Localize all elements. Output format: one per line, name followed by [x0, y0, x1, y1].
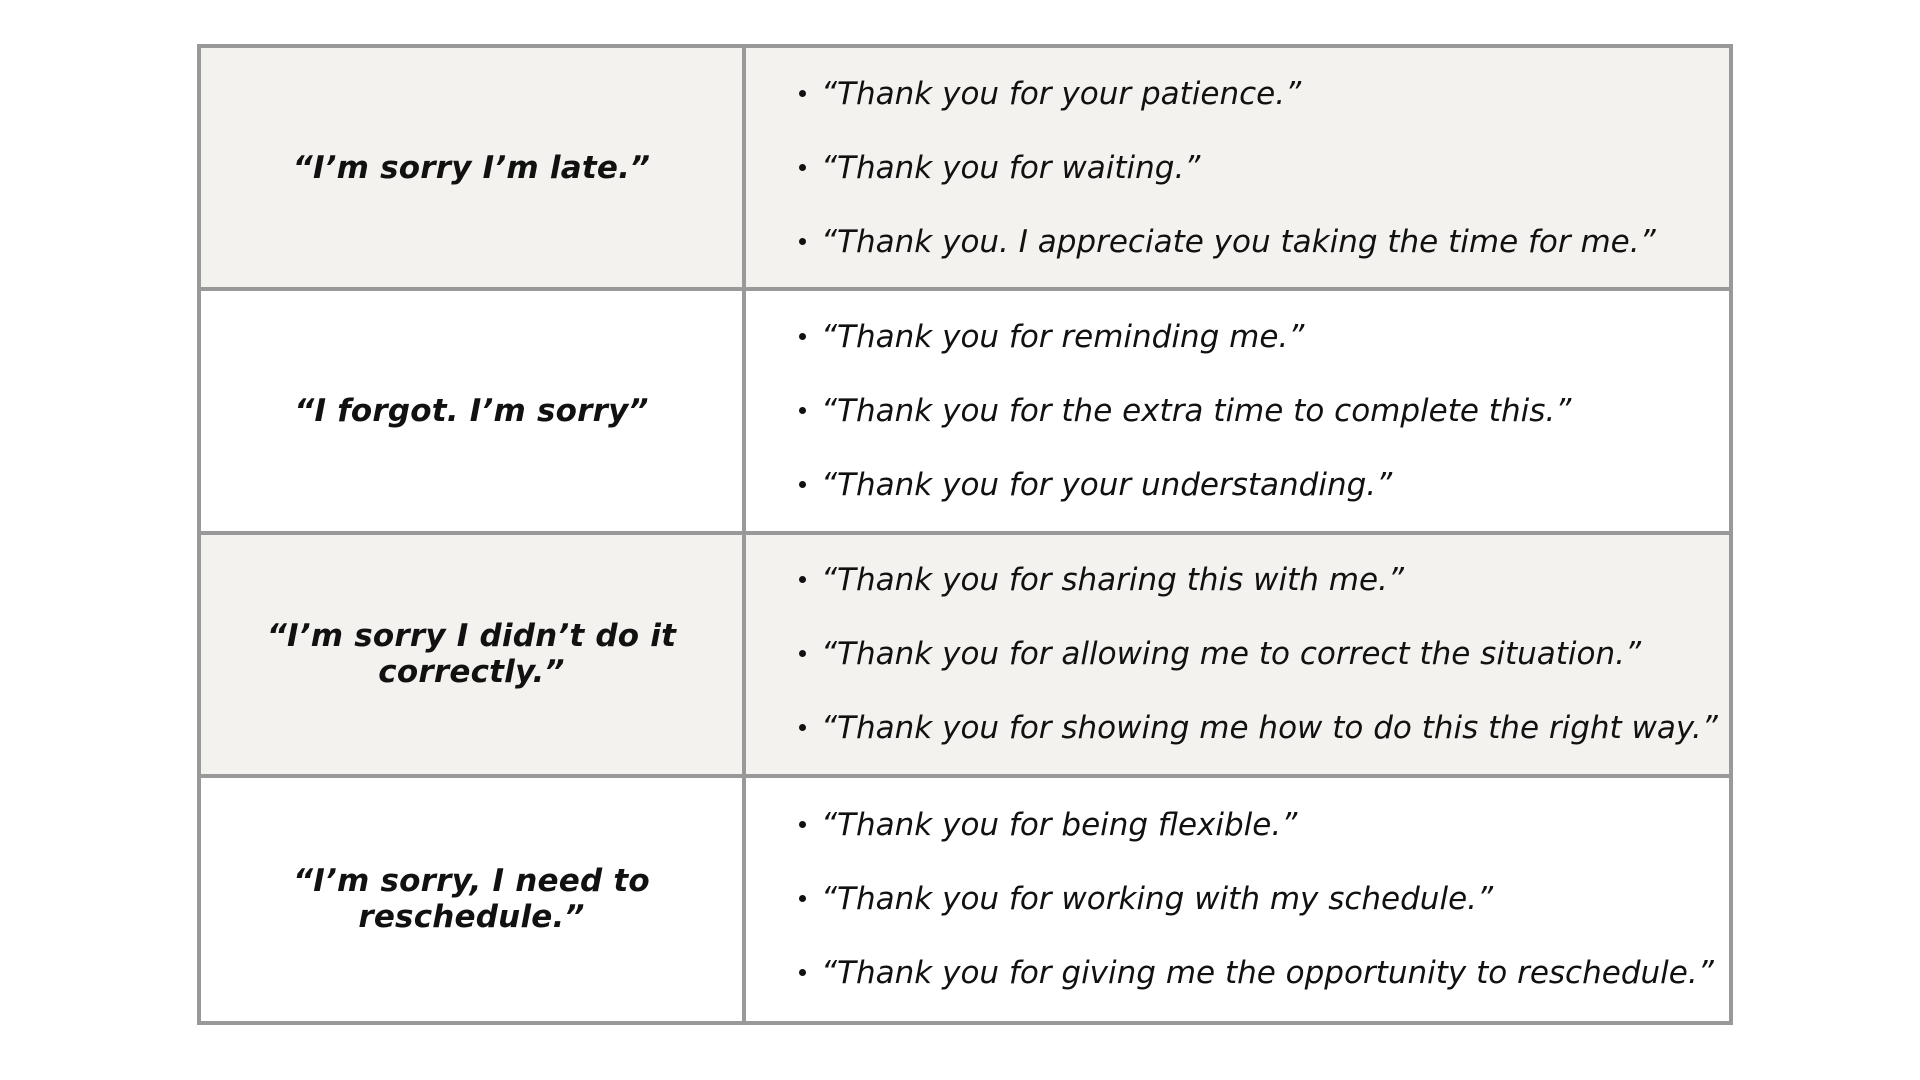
bullet-icon	[799, 969, 806, 976]
alternative-text: “Thank you for waiting.”	[821, 149, 1201, 186]
list-item	[821, 543, 1729, 617]
bullet-icon	[799, 238, 806, 245]
apology-text: “I’m sorry I’m late.”	[292, 149, 651, 186]
alternatives-cell	[746, 291, 1729, 534]
alternative-text: “Thank you for allowing me to correct the situation.”	[821, 636, 1642, 673]
apology-text: “I’m sorry, I need to reschedule.”	[293, 863, 650, 936]
bullet-icon	[799, 407, 806, 414]
apology-cell	[201, 778, 746, 1021]
alternative-text: “Thank you. I appreciate you taking the time for me.”	[821, 223, 1656, 260]
apology-cell	[201, 535, 746, 778]
list-item	[821, 691, 1729, 765]
alternative-text: “Thank you for being flexible.”	[821, 807, 1298, 844]
list-item	[821, 205, 1729, 279]
list-item	[821, 300, 1729, 374]
list-item	[821, 374, 1729, 448]
apology-cell	[201, 48, 746, 291]
list-item	[821, 617, 1729, 691]
alternative-text: “Thank you for the extra time to complete this.”	[821, 392, 1572, 429]
apology-cell	[201, 291, 746, 534]
alternatives-list	[746, 788, 1729, 1010]
bullet-icon	[799, 481, 806, 488]
alternatives-cell	[746, 535, 1729, 778]
bullet-icon	[799, 164, 806, 171]
bullet-icon	[799, 576, 806, 583]
list-item	[821, 131, 1729, 205]
alternatives-list	[746, 57, 1729, 279]
bullet-icon	[799, 650, 806, 657]
list-item	[821, 788, 1729, 862]
alternative-text: “Thank you for showing me how to do this the right way.”	[821, 710, 1718, 747]
apology-gratitude-table	[197, 44, 1733, 1025]
alternative-text: “Thank you for sharing this with me.”	[821, 562, 1404, 599]
alternative-text: “Thank you for reminding me.”	[821, 318, 1305, 355]
list-item	[821, 448, 1729, 522]
alternative-text: “Thank you for working with my schedule.”	[821, 881, 1494, 918]
apology-text: “I forgot. I’m sorry”	[294, 392, 649, 429]
bullet-icon	[799, 90, 806, 97]
alternatives-list	[746, 300, 1729, 522]
bullet-icon	[799, 821, 806, 828]
alternative-text: “Thank you for your patience.”	[821, 75, 1302, 112]
alternatives-cell	[746, 48, 1729, 291]
alternative-text: “Thank you for giving me the opportunity to reschedule.”	[821, 955, 1714, 992]
bullet-icon	[799, 724, 806, 731]
alternatives-list	[746, 543, 1729, 765]
bullet-icon	[799, 333, 806, 340]
alternatives-cell	[746, 778, 1729, 1021]
bullet-icon	[799, 895, 806, 902]
list-item	[821, 57, 1729, 131]
alternative-text: “Thank you for your understanding.”	[821, 466, 1393, 503]
list-item	[821, 936, 1729, 1010]
apology-text: “I’m sorry I didn’t do it correctly.”	[266, 618, 677, 691]
list-item	[821, 862, 1729, 936]
